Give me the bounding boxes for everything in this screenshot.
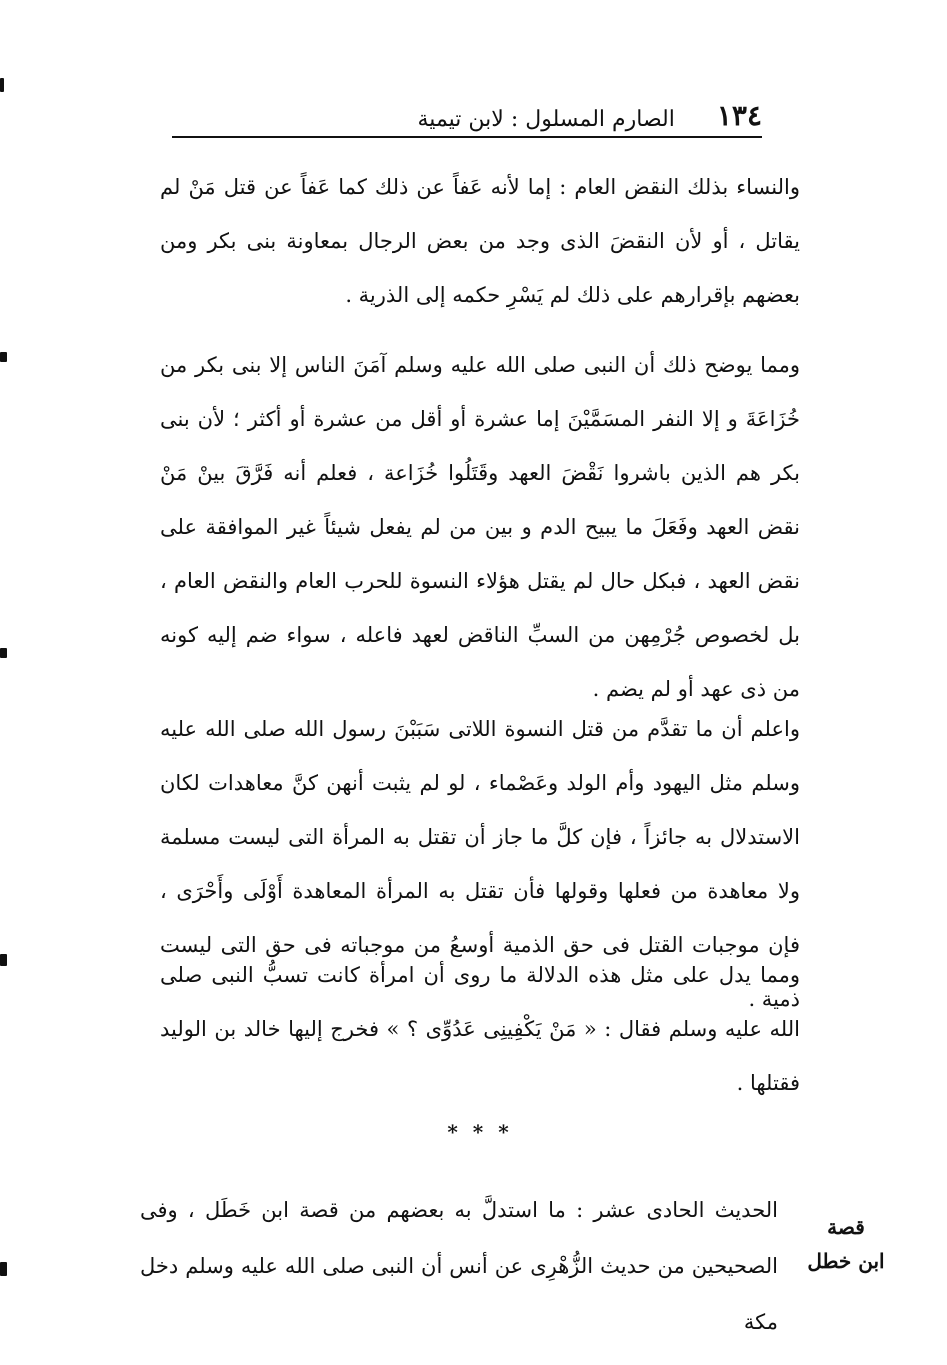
margin-note-line-2: ابن خطل: [807, 1249, 885, 1273]
margin-note: [806, 1210, 886, 1278]
paragraph-4: [160, 948, 800, 1110]
scan-edge-mark: [0, 78, 4, 92]
paragraph-text: الحديث الحادى عشر : ما استدلَّ به بعضهم من قصة ابن خَطَل ، وفى الصحيحين من حديث الزُّهْرِى عن أنس أن النبى صلى الله عليه وسلم دخل مكة: [140, 1198, 778, 1334]
paragraph-text: واعلم أن ما تقدَّم من قتل النسوة اللاتى سَبَبْنَ رسول الله صلى الله عليه وسلم مثل اليهود وأم الولد وعَصْماء ، لو لم يثبت أنهن كنَّ معاهدات لكان الاستدلال به جائزاً ، فإن كلَّ ما جاز أن تقتل به المرأة التى ليست مسلمة ولا معاهدة من فعلها وقولها فأن تقتل به المرأة المعاهدة أَوْلَى وأَحْرَى ، فإن موجبات القتل فى حق الذمية أوسعُ من موجباته فى حق التى ليست ذمية .: [160, 717, 800, 1011]
paragraph-2: [160, 338, 800, 716]
paragraph-5: [140, 1182, 778, 1350]
page-header: [172, 92, 762, 132]
scan-edge-mark: [0, 648, 7, 658]
paragraph-text: ومما يدل على مثل هذه الدلالة ما روى أن امرأة كانت تسبُّ النبى صلى الله عليه وسلم فقال : « مَنْ يَكْفِينِى عَدُوِّى ؟ » فخرج إليها خالد بن الوليد فقتلها .: [160, 963, 800, 1095]
margin-note-line-1: قصة: [827, 1215, 865, 1239]
scan-edge-mark: [0, 954, 7, 966]
paragraph-text: والنساء بذلك النقض العام : إما لأنه عَفاً عن ذلك كما عَفاً عن قتل مَنْ لم يقاتل ، أو لأن النقضَ الذى وجد من بعض الرجال بمعاونة بنى بكر ومن بعضهم بإقرارهم على ذلك لم يَسْرِ حكمه إلى الذرية .: [160, 175, 800, 307]
paragraph-1: [160, 160, 800, 322]
paragraph-text: ومما يوضح ذلك أن النبى صلى الله عليه وسلم آمَنَ الناس إلا بنى بكر من خُزَاعَةَ و إلا النفر المسَمَّيْنَ إما عشرة أو أقل من عشرة أو أكثر ؛ لأن بنى بكر هم الذين باشروا نَقْضَ العهد وقَتَلُوا خُزَاعة ، فعلم أنه فَرَّقَ بينْ مَنْ نقض العهد وفَعَلَ ما يبيح الدم و بين من لم يفعل شيئاً غير الموافقة على نقض العهد ، فبكل حال لم يقتل هؤلاء النسوة للحرب العام والنقض العام ، بل لخصوص جُرْمِهن من السبِّ الناقض لعهد فاعله ، سواء ضم إليه كونه من ذى عهد أو لم يضم .: [160, 353, 800, 701]
page-number: ١٣٤: [716, 99, 762, 132]
scan-edge-mark: [0, 1262, 7, 1276]
scan-edge-mark: [0, 352, 7, 362]
header-rule: [172, 136, 762, 138]
section-separator: * * *: [447, 1120, 513, 1144]
running-title: الصارم المسلول : لابن تيمية: [417, 107, 675, 132]
